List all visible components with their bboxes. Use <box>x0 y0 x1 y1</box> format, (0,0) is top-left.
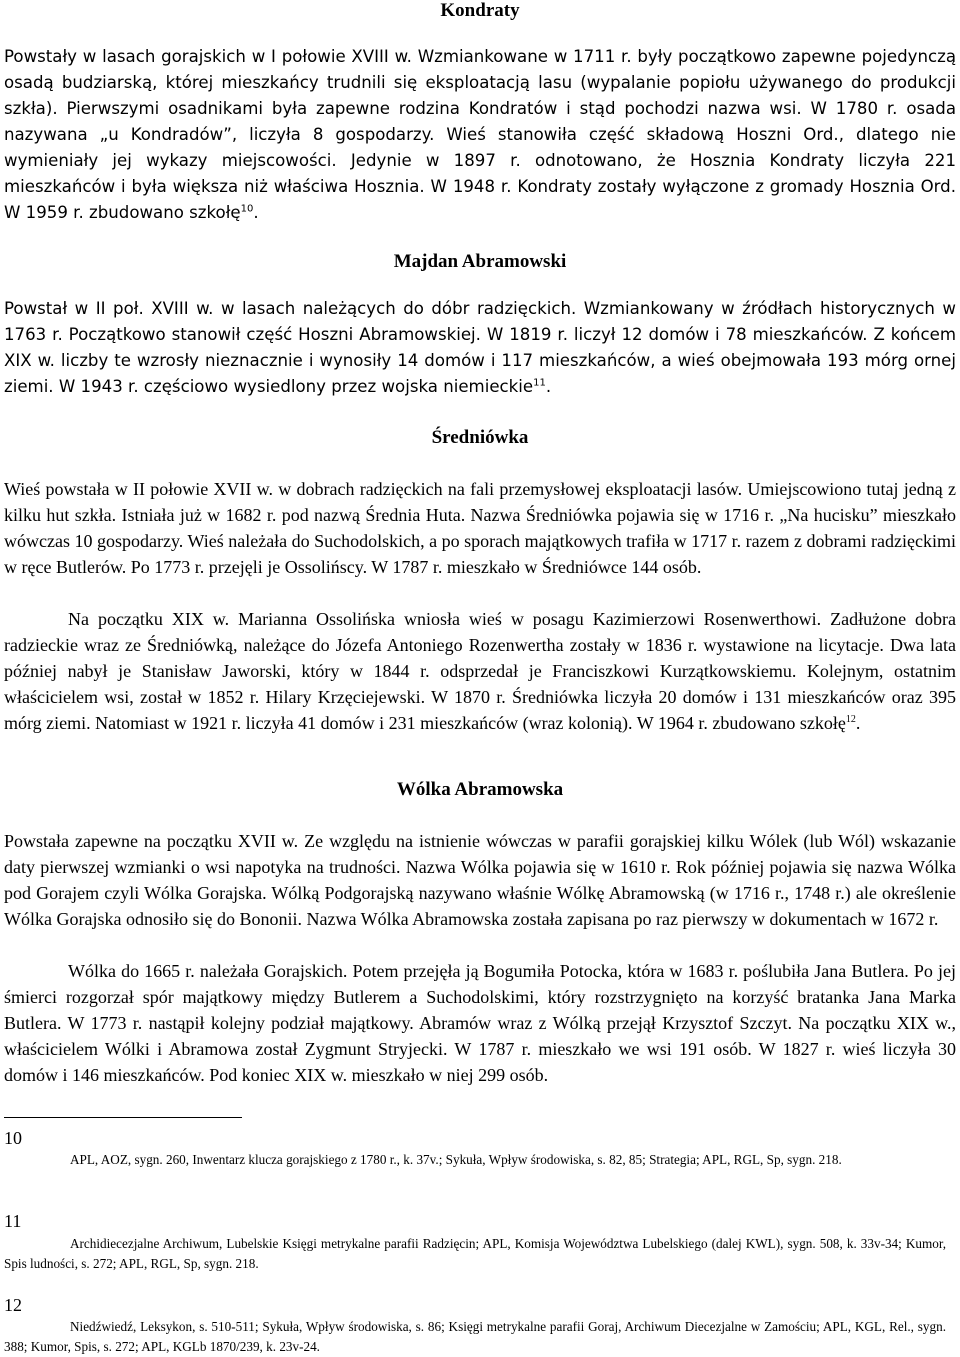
paragraph-kondraty <box>4 44 956 226</box>
section-title-majdan-abramowski: Majdan Abramowski <box>393 251 567 272</box>
paragraph-wolka-2: Wólka do 1665 r. należała Gorajskich. Potem przejęła ją Bogumiła Potocka, która w 1683 r. poślubiła Jana Butlera. Po jej śmierci rozgorzał spór majątkowy między Butlerem a Suchodolskimi, który rozstrzygnięto na korzyść bratanka Jana Marka Butlera. W 1773 r. nastąpił kolejny podział majątkowy. Abramów wraz z Wólką przejął Krzysztof Szczyt. Na początku XIX w., właścicielem Wólki i Abramowa został Zygmunt Stryjecki. W 1787 r. mieszkało we wsi 191 osób. W 1827 r. wieś liczyła 30 domów i 146 mieszkańców. Pod koniec XIX w. mieszkało w niej 299 osób. <box>4 961 956 1085</box>
section-title-sredniowka: Średniówka <box>431 427 529 448</box>
paragraph-majdan <box>4 296 956 400</box>
footnote-separator <box>4 1117 242 1118</box>
section-title-wolka-abramowska: Wólka Abramowska <box>396 779 564 800</box>
footnote-number-10: 10 <box>4 1128 22 1148</box>
footnote-text-12: Niedźwiedź, Leksykon, s. 510-511; Sykuła, Wpływ środowiska, s. 86; Księgi metrykalne parafii Goraj, Archiwum Diecezjalne w Zamościu; APL, KGL, Rel., sygn. 388; Kumor, Spis, s. 272; APL, KGLb 1870/239, k. 23v-24. <box>4 1319 946 1354</box>
footnote-number-11: 11 <box>4 1211 22 1231</box>
paragraph-wolka-1: Powstała zapewne na początku XVII w. Ze względu na istnienie wówczas w parafii gorajskiej kilku Wólek (lub Wól) wskazanie daty pierwszej wzmianki o wsi napotyka na trudności. Nazwa Wólka pojawia się w 1610 r. Rok później pojawia się nazwa Wólka pod Gorajem czyli Wólka Gorajska. Wólką Podgorajską nazywano właśnie Wólkę Abramowską (w 1716 r., 1748 r.) ale określenie Wólka Gorajska odnosiło się do Bononii. Nazwa Wólka Abramowska została zapisana po raz pierwszy w dokumentach w 1672 r. <box>4 831 956 929</box>
paragraph-majdan-end: . <box>545 377 552 396</box>
footnote-ref-11[interactable]: 11 <box>533 377 546 389</box>
footnote-ref-10[interactable]: 10 <box>240 203 254 215</box>
footnote-text-11: Archidiecezjalne Archiwum, Lubelskie Księgi metrykalne parafii Radzięcin; APL, Komisja Województwa Lubelskiego (dalej KWL), sygn. 508, k. 33v-34; Kumor, Spis ludności, s. 272; APL, RGL, Sp, sygn. 218. <box>4 1236 946 1271</box>
paragraph-sredniowka-2 <box>4 606 956 736</box>
footnote-ref-12[interactable]: 12 <box>845 714 856 725</box>
paragraph-sredniowka-2-end: . <box>855 713 861 733</box>
paragraph-kondraty-text: Powstały w lasach gorajskich w I połowie XVIII w. Wzmiankowane w 1711 r. były początkowo zapewne pojedynczą osadą budziarską, której mieszkańcy trudnili się eksploatacją lasu (wypalanie popiołu używanego do produkcji szkła). Pierwszymi osadnikami była zapewne rodzina Kondratów i stąd pochodzi nazwa wsi. W 1780 r. osada nazywana „u Kondradów”, liczyła 8 gospodarzy. Wieś stanowiła część składową Hoszni Ord., dlatego nie wymieniały jej wykazy miejscowości. Jedynie w 1897 r. odnotowano, że Hosznia Kondraty liczyła 221 mieszkańców i była większa niż właściwa Hosznia. W 1948 r. Kondraty zostały wyłączone z gromady Hosznia Ord. W 1959 r. zbudowano szkołę <box>4 47 956 222</box>
section-title-kondraty: Kondraty <box>440 0 520 21</box>
paragraph-sredniowka-2-text: Na początku XIX w. Marianna Ossolińska wniosła wieś w posagu Kazimierzowi Rosenwerthowi. Zadłużone dobra radzieckie wraz ze Średniówką, należące do Józefa Antoniego Rozenwertha zostały w 1836 r. wystawione na licytacje. Dwa lata później nabył je Stanisław Jaworski, który w 1844 r. odsprzedał je Franciszkowi Kurzątkowskiemu. Kolejnym, ostatnim właścicielem wsi, został w 1852 r. Hilary Krzęciejewski. W 1870 r. Średniówka liczyła 20 domów i 131 mieszkańców oraz 395 mórg ziemi. Natomiast w 1921 r. liczyła 41 domów i 231 mieszkańców (wraz kolonią). W 1964 r. zbudowano szkołę <box>4 609 956 733</box>
paragraph-sredniowka-1: Wieś powstała w II połowie XVII w. w dobrach radzięckich na fali przemysłowej eksploatacji lasów. Umiejscowiono tutaj jedną z kilku hut szkła. Istniała już w 1682 r. pod nazwą Średnia Huta. Nazwa Średniówka pojawia się w 1716 r. „Na hucisku” mieszkało wówczas 10 gospodarzy. Wieś należała do Suchodolskich, a po sporach majątkowych trafiła w 1717 r. razem z dobrami radzięckimi w ręce Butlerów. Po 1773 r. przejęli je Ossolińscy. W 1787 r. mieszkało w Średniówce 144 osób. <box>4 479 956 577</box>
paragraph-majdan-text: Powstał w II poł. XVIII w. w lasach należących do dóbr radzięckich. Wzmiankowany w źródłach historycznych w 1763 r. Początkowo stanowił część Hoszni Abramowskiej. W 1819 r. liczył 12 domów i 78 mieszkańców. Z końcem XIX w. liczby te wzrosły nieznacznie i wynosiły 14 domów i 117 mieszkańców, a wieś obejmowała 193 mórg ornej ziemi. W 1943 r. częściowo wysiedlony przez wojska niemieckie <box>4 299 956 396</box>
paragraph-kondraty-end: . <box>253 203 259 222</box>
footnote-number-12: 12 <box>4 1295 22 1315</box>
footnote-text-10: APL, AOZ, sygn. 260, Inwentarz klucza gorajskiego z 1780 r., k. 37v.; Sykuła, Wpływ środowiska, s. 82, 85; Strategia; APL, RGL, Sp, sygn. 218. <box>70 1152 842 1167</box>
